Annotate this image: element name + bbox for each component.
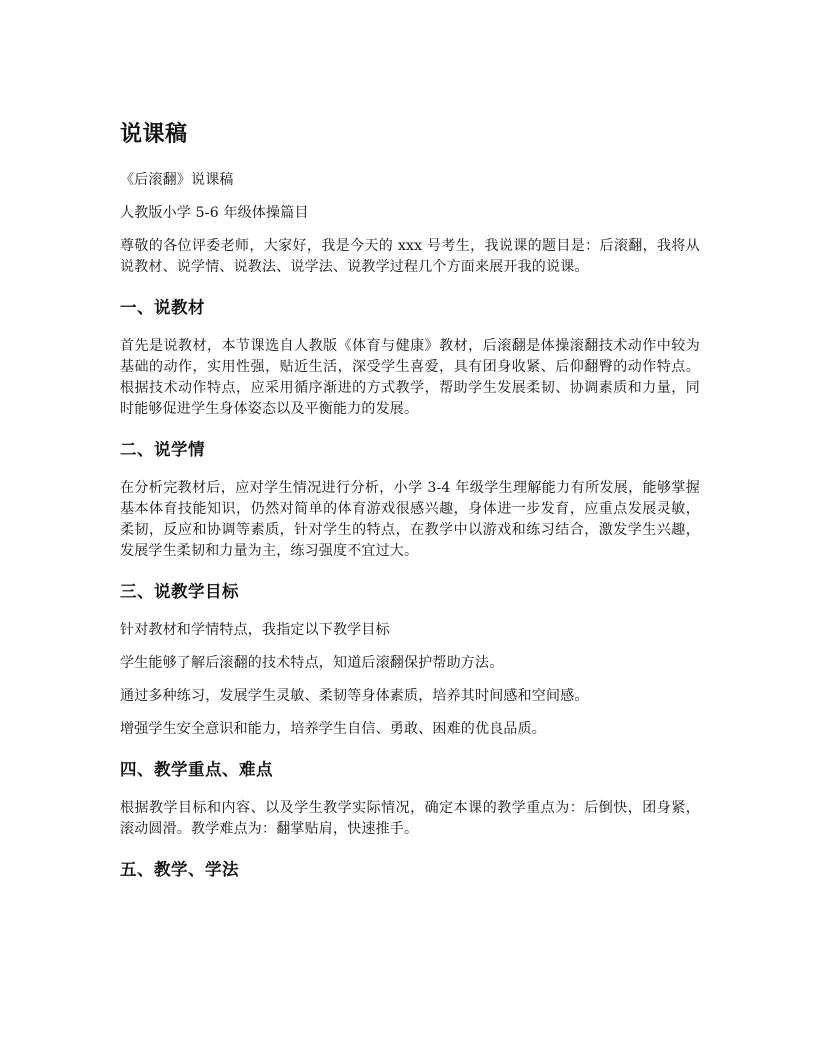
section-heading-textbook: 一、说教材 bbox=[120, 298, 205, 317]
section-heading-goals: 三、说教学目标 bbox=[120, 582, 239, 601]
section-paragraph: 增强学生安全意识和能力，培养学生自信、勇敢、困难的优良品质。 bbox=[120, 721, 546, 737]
section-paragraph: 学生能够了解后滚翻的技术特点，知道后滚翻保护帮助方法。 bbox=[120, 655, 504, 671]
section-paragraph: 通过多种练习，发展学生灵敏、柔韧等身体素质，培养其时间感和空间感。 bbox=[120, 688, 589, 704]
section-paragraph: 针对教材和学情特点，我指定以下教学目标 bbox=[120, 622, 390, 638]
document-page bbox=[120, 120, 700, 898]
section-heading-methods: 五、教学、学法 bbox=[120, 860, 239, 879]
section-paragraph: 根据教学目标和内容、以及学生教学实际情况，确定本课的教学重点为：后倒快，团身紧，滚动圆滑。教学难点为：翻掌贴肩，快速推手。 bbox=[120, 800, 700, 837]
section-heading-key-points: 四、教学重点、难点 bbox=[120, 760, 273, 779]
document-title: 说课稿 bbox=[120, 122, 188, 147]
section-heading-students: 二、说学情 bbox=[120, 440, 205, 459]
intro-paragraph: 尊敬的各位评委老师，大家好，我是今天的 xxx 号考生，我说课的题目是：后滚翻，我将从说教材、说学情、说教法、说学法、说教学过程几个方面来展开我的说课。 bbox=[120, 238, 700, 275]
section-paragraph: 在分析完教材后，应对学生情况进行分析，小学 3-4 年级学生理解能力有所发展，能够掌握基本体育技能知识，仍然对简单的体育游戏很感兴趣，身体进一步发育，应重点发展灵敏，柔韧，反应和协调等素质，针对学生的特点，在教学中以游戏和练习结合，激发学生兴趣，发展学生柔韧和力量为主，练习强度不宜过大。 bbox=[120, 480, 700, 559]
intro-paragraph: 人教版小学 5-6 年级体操篇目 bbox=[120, 205, 309, 221]
intro-paragraph: 《后滚翻》说课稿 bbox=[120, 172, 234, 188]
section-paragraph: 首先是说教材，本节课选自人教版《体育与健康》教材，后滚翻是体操滚翻技术动作中较为基础的动作，实用性强，贴近生活，深受学生喜爱，具有团身收紧、后仰翻臀的动作特点。根据技术动作特点，应采用循序渐进的方式教学，帮助学生发展柔韧、协调素质和力量，同时能够促进学生身体姿态以及平衡能力的发展。 bbox=[120, 338, 700, 417]
